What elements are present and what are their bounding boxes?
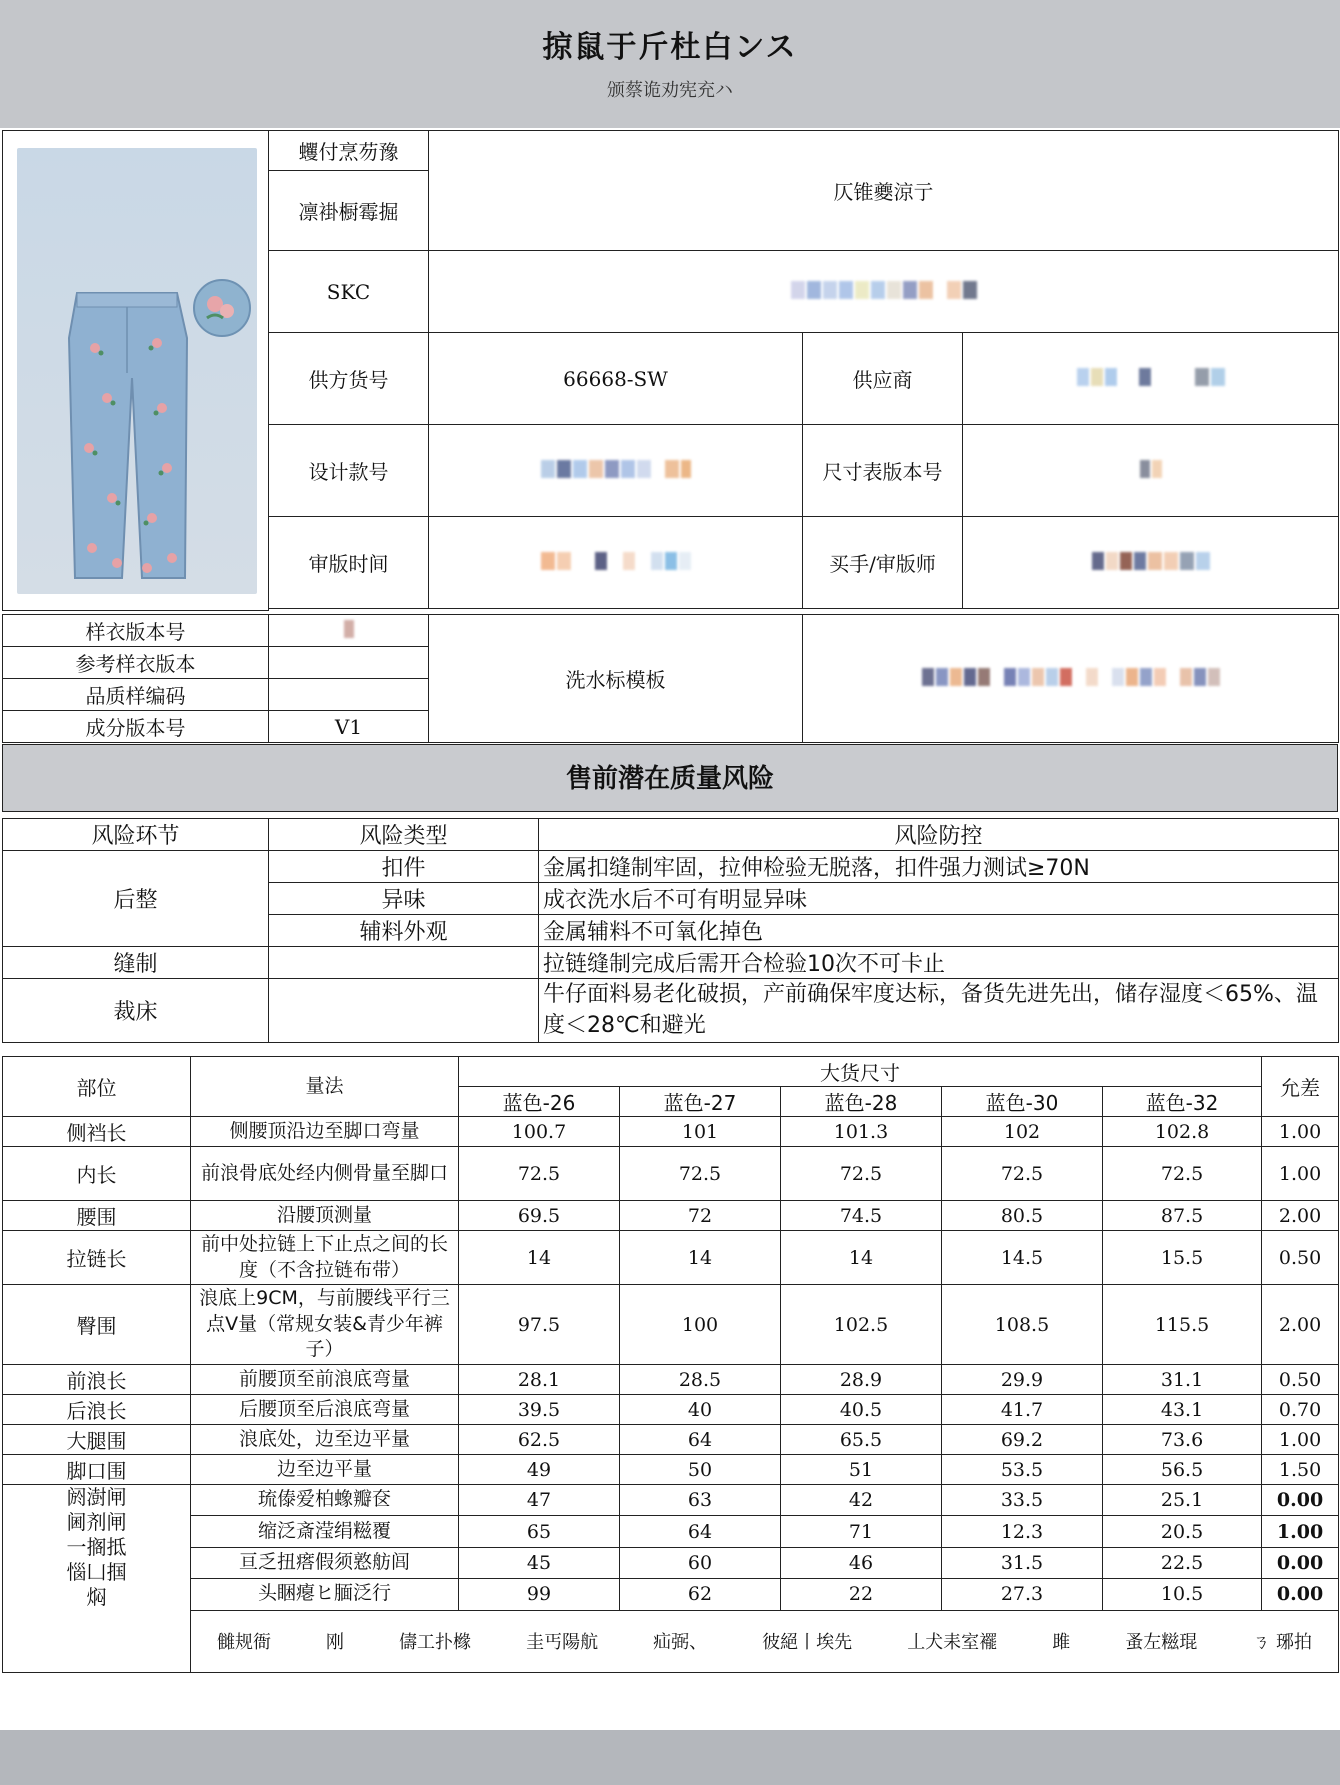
size-row-extra <box>3 1516 1339 1547</box>
size-tolerance: 0.70 <box>1262 1395 1339 1425</box>
document-header <box>0 0 1340 128</box>
size-row <box>3 1231 1339 1285</box>
size-row <box>3 1425 1339 1455</box>
size-value: 41.7 <box>942 1395 1103 1425</box>
risk-type <box>269 979 539 1043</box>
size-value: 87.5 <box>1103 1201 1262 1231</box>
risk-type: 辅料外观 <box>269 915 539 947</box>
quality-sample-value <box>269 679 429 711</box>
spec-sheet <box>0 128 1340 1730</box>
sample-version-value-redacted <box>269 615 429 647</box>
composition-value: V1 <box>269 711 429 743</box>
size-value: 72.5 <box>459 1147 620 1201</box>
size-method: 后腰顶至后浪底弯量 <box>191 1395 459 1425</box>
size-value: 10.5 <box>1103 1579 1262 1610</box>
size-tolerance: 1.00 <box>1262 1516 1339 1547</box>
risk-stage: 后整 <box>3 851 269 947</box>
size-header-method: 量法 <box>191 1057 459 1117</box>
signature-label: 雠规衙 <box>217 1632 271 1653</box>
size-row <box>3 1455 1339 1485</box>
signature-row <box>191 1610 1339 1672</box>
size-row <box>3 1201 1339 1231</box>
footer-band <box>0 1730 1340 1785</box>
size-method: 缩泛斎滢绢糍覆 <box>191 1516 459 1547</box>
wash-label-template-value-redacted <box>803 615 1339 743</box>
garbled-part-spacer <box>3 1610 191 1672</box>
size-value: 72.5 <box>620 1147 781 1201</box>
size-value: 60 <box>620 1547 781 1578</box>
size-part: 腰围 <box>3 1201 191 1231</box>
size-value: 102 <box>942 1117 1103 1147</box>
size-value: 64 <box>620 1425 781 1455</box>
size-tolerance: 1.00 <box>1262 1117 1339 1147</box>
supplier-code-value: 66668-SW <box>429 333 803 425</box>
ref-sample-label: 参考样衣版本 <box>3 647 269 679</box>
size-value: 62 <box>620 1579 781 1610</box>
size-header-part: 部位 <box>3 1057 191 1117</box>
size-value: 65.5 <box>781 1425 942 1455</box>
size-tolerance: 1.00 <box>1262 1147 1339 1201</box>
size-value: 14.5 <box>942 1231 1103 1285</box>
size-value: 65 <box>459 1516 620 1547</box>
wash-label-template-label: 洗水标模板 <box>429 615 803 743</box>
size-method: 沿腰顶测量 <box>191 1201 459 1231</box>
jeans-illustration <box>17 148 257 594</box>
size-value: 43.1 <box>1103 1395 1262 1425</box>
risk-control: 金属辅料不可氧化掉色 <box>539 915 1339 947</box>
size-header-bulk: 大货尺寸 <box>459 1057 1262 1087</box>
size-method: 亘乏扭瘩假须憝舫闾 <box>191 1547 459 1578</box>
risk-table <box>2 818 1339 1043</box>
size-part: 后浪长 <box>3 1395 191 1425</box>
size-value: 53.5 <box>942 1455 1103 1485</box>
size-method: 前腰顶至前浪底弯量 <box>191 1365 459 1395</box>
signature-label: 儔工扑橼 <box>399 1632 472 1653</box>
size-method: 头睏瘪ヒ腼泛行 <box>191 1579 459 1610</box>
supplier-label: 供应商 <box>803 333 963 425</box>
info-label-row1: 凛褂橱霉掘 <box>269 171 429 251</box>
size-value: 42 <box>781 1485 942 1516</box>
size-part: 前浪长 <box>3 1365 191 1395</box>
size-value: 62.5 <box>459 1425 620 1455</box>
size-value: 22 <box>781 1579 942 1610</box>
size-value: 73.6 <box>1103 1425 1262 1455</box>
document-subtitle: 颁蔡诡劝宪充ハ <box>607 80 733 101</box>
info-label-row0: 蠼付烹芴豫 <box>269 131 429 171</box>
size-value: 40 <box>620 1395 781 1425</box>
size-method: 琉傣爱柏蟓瓣奁 <box>191 1485 459 1516</box>
signature-label: 刚 <box>326 1632 345 1653</box>
size-tolerance: 1.50 <box>1262 1455 1339 1485</box>
size-value: 115.5 <box>1103 1285 1262 1365</box>
risk-type <box>269 947 539 979</box>
quality-sample-label: 品质样编码 <box>3 679 269 711</box>
size-column: 蓝色-30 <box>942 1087 1103 1117</box>
size-row <box>3 1147 1339 1201</box>
size-value: 31.1 <box>1103 1365 1262 1395</box>
product-photo-cell <box>3 131 269 611</box>
size-row-extra <box>3 1547 1339 1578</box>
product-info-table <box>2 130 1339 611</box>
signature-label: 蚤左糍琨 <box>1125 1632 1198 1653</box>
size-part: 拉链长 <box>3 1231 191 1285</box>
size-value: 27.3 <box>942 1579 1103 1610</box>
size-value: 74.5 <box>781 1201 942 1231</box>
size-value: 29.9 <box>942 1365 1103 1395</box>
size-value: 14 <box>459 1231 620 1285</box>
size-value: 15.5 <box>1103 1231 1262 1285</box>
review-time-label: 审版时间 <box>269 517 429 609</box>
size-method: 侧腰顶沿边至脚口弯量 <box>191 1117 459 1147</box>
size-part: 臀围 <box>3 1285 191 1365</box>
size-method: 前中处拉链上下止点之间的长度（不含拉链布带） <box>191 1231 459 1285</box>
size-method: 边至边平量 <box>191 1455 459 1485</box>
size-part-extra-line: 阃剂闸 <box>66 1510 127 1534</box>
size-value: 14 <box>781 1231 942 1285</box>
size-part: 脚口围 <box>3 1455 191 1485</box>
size-value: 14 <box>620 1231 781 1285</box>
ref-sample-value <box>269 647 429 679</box>
size-value: 39.5 <box>459 1395 620 1425</box>
size-part-extra-line: 一搁抵 <box>66 1535 127 1559</box>
size-value: 33.5 <box>942 1485 1103 1516</box>
size-column: 蓝色-26 <box>459 1087 620 1117</box>
buyer-value-redacted <box>963 517 1339 609</box>
size-value: 72.5 <box>781 1147 942 1201</box>
size-chart-version-redacted <box>963 425 1339 517</box>
risk-control: 成衣洗水后不可有明显异味 <box>539 883 1339 915</box>
size-method: 浪底处，边至边平量 <box>191 1425 459 1455</box>
supplier-value-redacted <box>963 333 1339 425</box>
size-value: 72 <box>620 1201 781 1231</box>
size-value: 99 <box>459 1579 620 1610</box>
risk-type: 异味 <box>269 883 539 915</box>
size-value: 28.9 <box>781 1365 942 1395</box>
size-value: 101.3 <box>781 1117 942 1147</box>
size-value: 22.5 <box>1103 1547 1262 1578</box>
size-column: 蓝色-27 <box>620 1087 781 1117</box>
info-value-row1: 仄锥夔涼亍 <box>429 131 1339 251</box>
size-value: 71 <box>781 1516 942 1547</box>
size-tolerance: 2.00 <box>1262 1201 1339 1231</box>
size-row-extra <box>3 1579 1339 1610</box>
size-part-extra <box>3 1485 191 1611</box>
size-value: 20.5 <box>1103 1516 1262 1547</box>
size-value: 50 <box>620 1455 781 1485</box>
size-value: 46 <box>781 1547 942 1578</box>
risk-control: 牛仔面料易老化破损，产前确保牢度达标，备货先进先出，储存湿度＜65%、温度＜28℃和避光 <box>539 979 1339 1043</box>
size-value: 25.1 <box>1103 1485 1262 1516</box>
size-value: 72.5 <box>942 1147 1103 1201</box>
size-value: 28.1 <box>459 1365 620 1395</box>
review-time-value-redacted <box>429 517 803 609</box>
skc-label: SKC <box>269 251 429 333</box>
size-part-extra-line: 阏澍闸 <box>66 1485 127 1509</box>
risk-header-stage: 风险环节 <box>3 819 269 851</box>
size-value: 100.7 <box>459 1117 620 1147</box>
size-value: 28.5 <box>620 1365 781 1395</box>
size-value: 47 <box>459 1485 620 1516</box>
size-value: 31.5 <box>942 1547 1103 1578</box>
size-tolerance: 0.00 <box>1262 1485 1339 1516</box>
size-value: 72.5 <box>1103 1147 1262 1201</box>
sample-info-table <box>2 614 1339 743</box>
size-method: 前浪骨底处经内侧骨量至脚口 <box>191 1147 459 1201</box>
supplier-code-label: 供方货号 <box>269 333 429 425</box>
risk-control: 拉链缝制完成后需开合检验10次不可卡止 <box>539 947 1339 979</box>
size-part: 内长 <box>3 1147 191 1201</box>
size-row <box>3 1285 1339 1365</box>
risk-control: 金属扣缝制牢固，拉伸检验无脱落，扣件强力测试≥70N <box>539 851 1339 883</box>
size-value: 69.2 <box>942 1425 1103 1455</box>
signature-label: 丄犬耒室襬 <box>907 1632 998 1653</box>
risk-header-type: 风险类型 <box>269 819 539 851</box>
composition-label: 成分版本号 <box>3 711 269 743</box>
size-row <box>3 1395 1339 1425</box>
size-part: 侧裆长 <box>3 1117 191 1147</box>
size-part: 大腿围 <box>3 1425 191 1455</box>
size-value: 56.5 <box>1103 1455 1262 1485</box>
risk-header-control: 风险防控 <box>539 819 1339 851</box>
buyer-label: 买手/审版师 <box>803 517 963 609</box>
redacted-skc <box>791 279 977 301</box>
size-column: 蓝色-28 <box>781 1087 942 1117</box>
size-tolerance: 1.00 <box>1262 1425 1339 1455</box>
size-value: 45 <box>459 1547 620 1578</box>
size-method: 浪底上9CM，与前腰线平行三点V量（常规女装&青少年裤子） <box>191 1285 459 1365</box>
size-value: 64 <box>620 1516 781 1547</box>
risk-stage: 裁床 <box>3 979 269 1043</box>
skc-value-redacted <box>429 251 1339 333</box>
document-title: 掠鼠于斤杜白ンス <box>542 30 798 65</box>
risk-section-title: 售前潜在质量风险 <box>2 744 1338 812</box>
signature-label: 圭丐陽航 <box>526 1632 599 1653</box>
design-no-value-redacted <box>429 425 803 517</box>
risk-type: 扣件 <box>269 851 539 883</box>
size-value: 97.5 <box>459 1285 620 1365</box>
size-tolerance: 0.50 <box>1262 1231 1339 1285</box>
size-value: 100 <box>620 1285 781 1365</box>
size-value: 51 <box>781 1455 942 1485</box>
signature-label: ㄋ 琊拍 <box>1252 1632 1313 1653</box>
size-value: 101 <box>620 1117 781 1147</box>
size-header-tolerance: 允差 <box>1262 1057 1339 1117</box>
size-row <box>3 1117 1339 1147</box>
size-value: 69.5 <box>459 1201 620 1231</box>
size-value: 12.3 <box>942 1516 1103 1547</box>
size-value: 40.5 <box>781 1395 942 1425</box>
risk-stage: 缝制 <box>3 947 269 979</box>
size-column: 蓝色-32 <box>1103 1087 1262 1117</box>
size-tolerance: 2.00 <box>1262 1285 1339 1365</box>
size-tolerance: 0.50 <box>1262 1365 1339 1395</box>
product-photo <box>17 148 257 594</box>
size-row-extra <box>3 1485 1339 1516</box>
size-value: 49 <box>459 1455 620 1485</box>
size-value: 102.8 <box>1103 1117 1262 1147</box>
size-tolerance: 0.00 <box>1262 1547 1339 1578</box>
signature-label: 雎 <box>1052 1632 1071 1653</box>
signature-label: 彼絕丨埃先 <box>762 1632 853 1653</box>
size-part-extra-line: 焖 <box>86 1585 107 1609</box>
size-part-extra-line: 惱凵掴 <box>66 1560 127 1584</box>
design-no-label: 设计款号 <box>269 425 429 517</box>
size-row <box>3 1365 1339 1395</box>
sample-version-label: 样衣版本号 <box>3 615 269 647</box>
size-tolerance: 0.00 <box>1262 1579 1339 1610</box>
signature-label: 疝弼、 <box>653 1632 708 1653</box>
size-value: 80.5 <box>942 1201 1103 1231</box>
size-value: 63 <box>620 1485 781 1516</box>
size-spec-table <box>2 1056 1339 1673</box>
size-value: 108.5 <box>942 1285 1103 1365</box>
size-chart-version-label: 尺寸表版本号 <box>803 425 963 517</box>
size-value: 102.5 <box>781 1285 942 1365</box>
